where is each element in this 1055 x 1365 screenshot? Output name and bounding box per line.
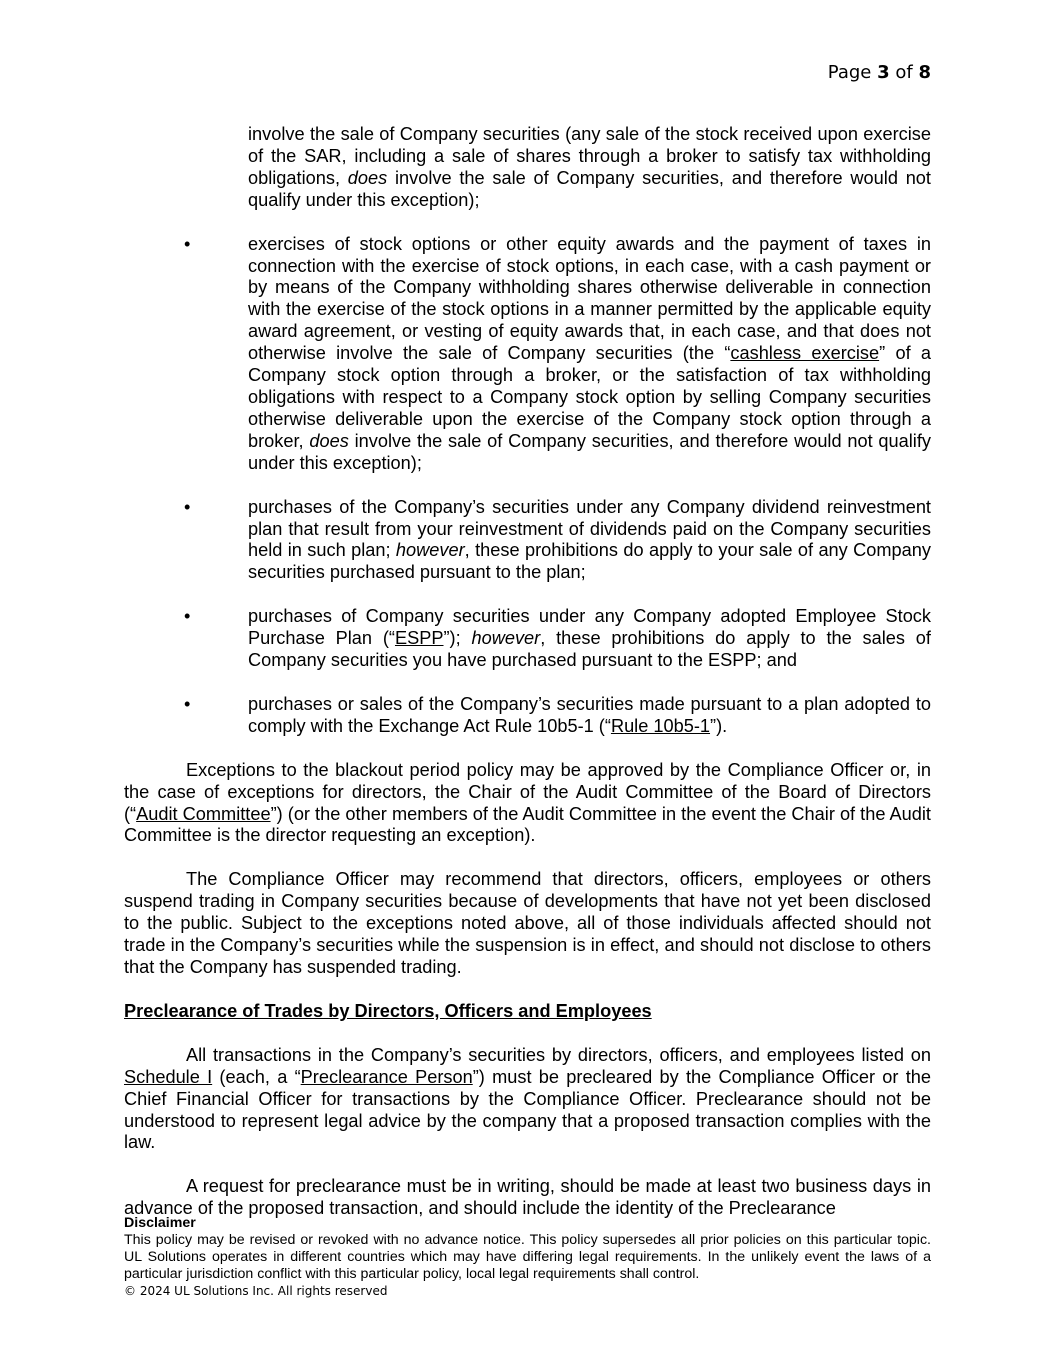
page-total: 8 (918, 62, 931, 83)
bullet-stock-options: • exercises of stock options or other equity awards and the payment of taxes in connection with the exercise of stock options, in each case, with a cash payment or by means of the Company withholding shares otherwise deliverable in connection with the exercise of the stock options in a manner permitted by the applicable equity award agreement, or vesting of equity awards that, in each case, and that does not otherwise involve the sale of Company securities (the “cashless exercise” of a Company stock option through a broker, or the satisfaction of tax withholding obligations with respect to a Company stock option by selling Company securities otherwise deliverable upon the exercise of the Company stock option through a broker, does involve the sale of Company securities, and therefore would not qualify under this exception); (184, 233, 931, 473)
term-cashless-exercise: cashless exercise (730, 343, 880, 364)
bullet-espp: • purchases of Company securities under any Company adopted Employee Stock Purchase Plan (“ESPP”); however, these prohibitions do apply to the sales of Company securities you have purchased pursuant to the ESPP; and (184, 606, 931, 671)
page-label: Page (827, 62, 872, 83)
footer-disclaimer (124, 1215, 931, 1300)
term-preclearance-person: Preclearance Person (300, 1066, 473, 1087)
bullet-icon: • (184, 233, 191, 254)
copyright-notice: © 2024 UL Solutions Inc. All rights reserved (124, 1284, 388, 1298)
suspend-trading-paragraph: The Compliance Officer may recommend that directors, officers, employees or others suspend trading in Company securities because of developments that have not yet been disclosed to the public. Subject to the exceptions noted above, all of those individuals affected should not trade in the Company’s securities while the suspension is in effect, and should not disclose to others that the Company has suspended trading. (124, 869, 931, 977)
bullet-icon: • (184, 496, 191, 517)
term-schedule-i: Schedule I (124, 1066, 213, 1087)
request-paragraph: A request for preclearance must be in writing, should be made at least two business days in advance of the proposed transaction, and should include the identity of the Preclearance (124, 1176, 931, 1219)
exceptions-paragraph: Exceptions to the blackout period policy may be approved by the Compliance Officer or, in the case of exceptions for directors, the Chair of the Audit Committee of the Board of Directors (“Audit Committee”) (or the other members of the Audit Committee in the event the Chair of the Audit Committee is the director requesting an exception). (124, 759, 931, 846)
section-heading: Preclearance of Trades by Directors, Officers and Employees (124, 1000, 652, 1021)
page-of: of (895, 62, 913, 83)
term-espp: ESPP (394, 628, 444, 649)
term-audit-committee: Audit Committee (136, 803, 271, 824)
transactions-paragraph: All transactions in the Company’s securities by directors, officers, and employees listed on Schedule I (each, a “Preclearance Person”) must be precleared by the Compliance Officer or the Chief Financial Officer for transactions by the Compliance Officer. Preclearance should not be understood to represent legal advice by the company that a proposed transaction complies with the law. (124, 1044, 931, 1153)
page-current: 3 (877, 62, 890, 83)
bullet-rule-10b5-1: • purchases or sales of the Company’s securities made pursuant to a plan adopted to comply with the Exchange Act Rule 10b5-1 (“Rule 10b5-1”). (184, 693, 931, 736)
bullet-icon: • (184, 606, 191, 627)
disclaimer-text: This policy may be revised or revoked with no advance notice. This policy supersedes all prior policies on this particular topic. UL Solutions operates in different countries which may have differing legal requirements. In the unlikely event the laws of a particular jurisdiction conflict with this particular policy, local legal requirements shall control. (124, 1232, 931, 1282)
bullet-dividend-reinvestment: • purchases of the Company’s securities under any Company dividend reinvestment plan that result from your reinvestment of dividends paid on the Company securities held in such plan; however, these prohibitions do apply to your sale of any Company securities purchased pursuant to the plan; (184, 496, 931, 583)
continuation-paragraph: involve the sale of Company securities (any sale of the stock received upon exercise of the SAR, including a sale of shares through a broker to satisfy tax withholding obligations, does involve the sale of Company securities, and therefore would not qualify under this exception); (248, 124, 931, 210)
bullet-icon: • (184, 693, 191, 714)
document-body (124, 124, 931, 1220)
term-rule-10b5-1: Rule 10b5-1 (610, 715, 711, 736)
disclaimer-title: Disclaimer (124, 1215, 196, 1231)
page-number (828, 62, 931, 83)
